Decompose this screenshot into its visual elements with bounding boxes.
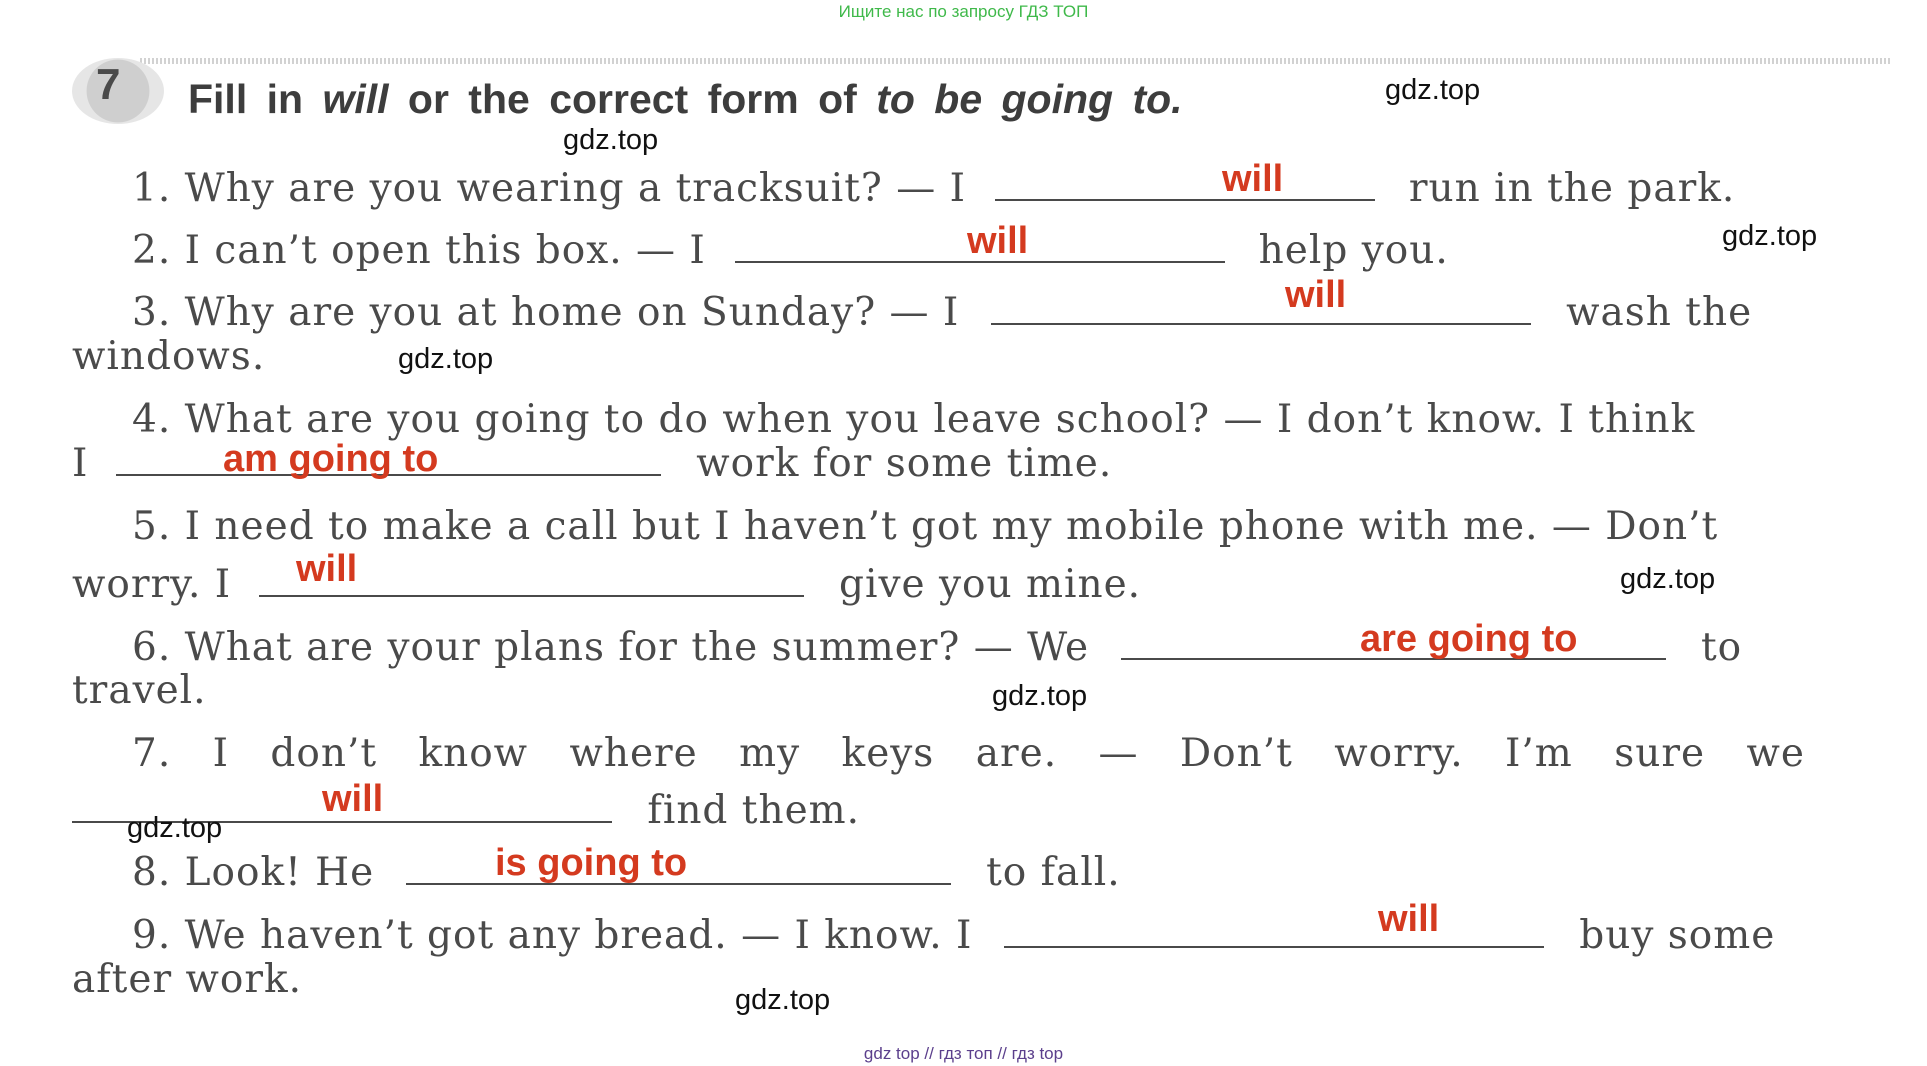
item-1-text-end: run in the park. [1408,166,1736,211]
item-3-answer: will [1285,274,1347,316]
exercise-instruction [188,76,1183,123]
item-1-answer: will [1222,158,1284,200]
item-6-text: 6. What are your plans for the summer? — We [132,625,1090,670]
item-4-text-end: work for some time. [696,441,1113,486]
item-9-line-2: after work. [72,957,303,1002]
watermark: gdz.top [992,680,1088,712]
exercise-number: 7 [96,60,121,109]
instruction-part: Fill in [188,76,323,122]
item-3-line-2: windows. [72,334,266,379]
watermark: gdz.top [735,984,831,1016]
item-2-answer: will [967,220,1029,262]
item-7-line [132,731,1897,776]
item-4-text: 4. What are you going to do when you leave school? — I don’t know. I think [132,397,1696,442]
item-7-text: 7. I don’t know where my keys are. — Don’t worry. I’m sure we [132,731,1805,776]
header-rule [140,58,1890,64]
item-4-text-start: I [72,441,89,486]
item-5-line [132,504,1718,549]
instruction-part: or the correct form of [388,76,877,122]
watermark: gdz.top [1722,220,1818,252]
item-3-text-end: wash the [1566,290,1753,335]
item-5-answer: will [296,548,358,590]
footer-links[interactable]: gdz top // гдз топ // гдз top [863,1044,1064,1063]
item-7-text-end: find them. [647,788,861,833]
item-9-answer: will [1378,898,1440,940]
watermark: gdz.top [127,812,223,844]
item-9-blank[interactable] [1004,940,1544,948]
watermark: gdz.top [563,124,659,156]
instruction-going-to: to be going to. [876,76,1183,122]
item-2-text: 2. I can’t open this box. — I [132,228,706,273]
item-5-text: 5. I need to make a call but I haven’t got my mobile phone with me. — Don’t [132,504,1719,549]
instruction-will: will [322,76,389,122]
item-6-answer: are going to [1360,618,1578,660]
item-2-line [132,228,1449,273]
item-3-blank[interactable] [991,317,1531,325]
item-8-text-end: to fall. [986,850,1121,895]
watermark: gdz.top [398,343,494,375]
item-9-line [132,913,1775,958]
item-4-answer: am going to [223,438,439,480]
item-5-text-start: worry. I [72,562,232,607]
item-6-text-end: to [1700,625,1743,670]
item-5-text-end: give you mine. [839,562,1142,607]
item-8-text: 8. Look! He [132,850,375,895]
watermark: gdz.top [1620,563,1716,595]
item-3-text: 3. Why are you at home on Sunday? — I [132,290,960,335]
top-banner[interactable]: Ищите нас по запросу ГДЗ ТОП [838,2,1089,21]
watermark: gdz.top [1385,74,1481,106]
item-8-answer: is going to [495,842,688,884]
item-9-text: 9. We haven’t got any bread. — I know. I [132,913,973,958]
item-2-text-end: help you. [1258,228,1449,273]
item-4-line [132,397,1695,442]
item-7-answer: will [322,778,384,820]
item-1-blank[interactable] [995,193,1375,201]
item-5-line-2 [72,562,1141,607]
item-6-line-2: travel. [72,668,207,713]
item-3-line [132,290,1752,335]
item-9-text-end: buy some [1579,913,1776,958]
item-1-text: 1. Why are you wearing a tracksuit? — I [132,166,967,211]
item-1-line [132,166,1735,211]
